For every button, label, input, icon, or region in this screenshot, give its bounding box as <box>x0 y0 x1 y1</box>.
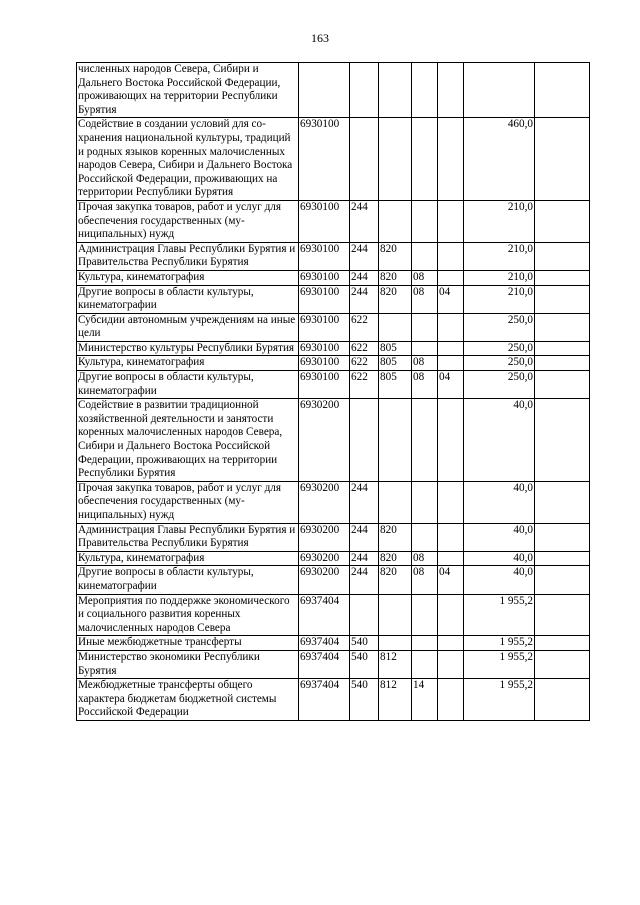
row-administrator-code <box>379 63 412 118</box>
row-section <box>412 636 438 651</box>
row-section <box>412 594 438 636</box>
row-amount: 250,0 <box>464 371 535 399</box>
row-description: Министерство культуры Республики Бурятия <box>77 341 299 356</box>
row-expense-type: 540 <box>350 650 379 678</box>
row-target-article: 6930100 <box>299 341 350 356</box>
row-expense-type <box>350 118 379 201</box>
budget-table <box>76 62 590 721</box>
row-subsection <box>438 242 464 270</box>
table-row <box>77 636 590 651</box>
row-section: 14 <box>412 679 438 721</box>
row-extra <box>535 523 590 551</box>
row-amount: 1 955,2 <box>464 636 535 651</box>
row-extra <box>535 371 590 399</box>
row-description: Министерство экономики Республики Бурятия <box>77 650 299 678</box>
row-administrator-code: 805 <box>379 371 412 399</box>
row-section <box>412 118 438 201</box>
row-amount: 210,0 <box>464 200 535 242</box>
table-row <box>77 270 590 285</box>
table-row <box>77 399 590 482</box>
row-administrator-code <box>379 481 412 523</box>
row-expense-type: 244 <box>350 270 379 285</box>
table-row <box>77 481 590 523</box>
row-extra <box>535 313 590 341</box>
row-amount: 1 955,2 <box>464 679 535 721</box>
row-extra <box>535 200 590 242</box>
row-description: численных народов Севера, Сибири и Дальнего Востока Российской Федерации, проживающих на территории Республики Бурятия <box>77 63 299 118</box>
row-expense-type: 244 <box>350 285 379 313</box>
row-target-article: 6930100 <box>299 200 350 242</box>
row-target-article: 6930100 <box>299 313 350 341</box>
row-description: Культура, кинематография <box>77 551 299 566</box>
row-extra <box>535 118 590 201</box>
table-row <box>77 200 590 242</box>
row-subsection <box>438 551 464 566</box>
row-amount: 250,0 <box>464 313 535 341</box>
row-description: Содействие в создании условий для сохранения национальной культуры, традиций и родных языков коренных малочисленных народов Севера, Сибири и Дальнего Востока Российской Федерации, проживающих на территории Республики Бурятия <box>77 118 299 201</box>
row-extra <box>535 594 590 636</box>
row-administrator-code: 820 <box>379 285 412 313</box>
row-subsection <box>438 270 464 285</box>
row-expense-type <box>350 594 379 636</box>
row-section: 08 <box>412 551 438 566</box>
row-expense-type: 244 <box>350 481 379 523</box>
row-description: Содействие в развитии традиционной хозяйственной деятельности и занятости коренных малочисленных народов Севера, Сибири и Дальнего Востока Российской Федерации, проживающих на территории Республики Бурятия <box>77 399 299 482</box>
table-row <box>77 371 590 399</box>
table-row <box>77 551 590 566</box>
row-amount: 210,0 <box>464 242 535 270</box>
row-amount: 40,0 <box>464 399 535 482</box>
table-row <box>77 313 590 341</box>
row-extra <box>535 636 590 651</box>
row-subsection <box>438 650 464 678</box>
row-amount: 210,0 <box>464 270 535 285</box>
row-section: 08 <box>412 566 438 594</box>
row-description: Межбюджетные трансферты общего характера бюджетам бюджетной системы Российской Федерации <box>77 679 299 721</box>
row-target-article: 6930100 <box>299 356 350 371</box>
row-extra <box>535 399 590 482</box>
table-row <box>77 594 590 636</box>
row-expense-type: 244 <box>350 566 379 594</box>
row-target-article: 6930200 <box>299 566 350 594</box>
row-section: 08 <box>412 371 438 399</box>
row-description: Мероприятия по поддержке экономического и социального развития коренных малочисленных народов Севера <box>77 594 299 636</box>
row-administrator-code <box>379 313 412 341</box>
row-section <box>412 481 438 523</box>
row-target-article: 6930200 <box>299 551 350 566</box>
row-expense-type: 244 <box>350 200 379 242</box>
row-target-article: 6937404 <box>299 594 350 636</box>
table-row <box>77 242 590 270</box>
table-row <box>77 566 590 594</box>
row-target-article: 6930200 <box>299 481 350 523</box>
table-row <box>77 356 590 371</box>
row-section <box>412 313 438 341</box>
row-administrator-code: 820 <box>379 551 412 566</box>
row-subsection <box>438 200 464 242</box>
row-subsection <box>438 399 464 482</box>
row-administrator-code <box>379 200 412 242</box>
row-subsection: 04 <box>438 371 464 399</box>
row-target-article: 6930200 <box>299 523 350 551</box>
row-subsection: 04 <box>438 285 464 313</box>
page-number: 163 <box>311 31 329 45</box>
row-extra <box>535 356 590 371</box>
row-extra <box>535 566 590 594</box>
row-target-article: 6930100 <box>299 242 350 270</box>
row-expense-type: 622 <box>350 341 379 356</box>
row-subsection: 04 <box>438 566 464 594</box>
table-row <box>77 285 590 313</box>
row-extra <box>535 242 590 270</box>
row-amount: 40,0 <box>464 551 535 566</box>
row-expense-type: 622 <box>350 371 379 399</box>
row-administrator-code: 820 <box>379 566 412 594</box>
row-subsection <box>438 63 464 118</box>
row-extra <box>535 650 590 678</box>
row-amount: 40,0 <box>464 523 535 551</box>
row-section <box>412 341 438 356</box>
row-description: Администрация Главы Республики Бурятия и Правительства Республики Бурятия <box>77 523 299 551</box>
row-subsection <box>438 594 464 636</box>
row-expense-type: 540 <box>350 636 379 651</box>
row-target-article: 6937404 <box>299 636 350 651</box>
row-administrator-code <box>379 636 412 651</box>
row-description: Культура, кинематография <box>77 270 299 285</box>
row-amount: 40,0 <box>464 481 535 523</box>
row-expense-type: 244 <box>350 551 379 566</box>
row-section: 08 <box>412 270 438 285</box>
row-extra <box>535 285 590 313</box>
row-target-article: 6930100 <box>299 118 350 201</box>
row-amount <box>464 63 535 118</box>
row-subsection <box>438 481 464 523</box>
row-description: Прочая закупка товаров, работ и услуг для обеспечения государственных (муниципальных) нужд <box>77 481 299 523</box>
row-expense-type <box>350 399 379 482</box>
table-row <box>77 650 590 678</box>
row-target-article: 6937404 <box>299 679 350 721</box>
row-administrator-code <box>379 594 412 636</box>
table-row <box>77 341 590 356</box>
row-description: Культура, кинематография <box>77 356 299 371</box>
row-administrator-code: 820 <box>379 242 412 270</box>
row-expense-type: 622 <box>350 313 379 341</box>
row-target-article: 6937404 <box>299 650 350 678</box>
table-row <box>77 679 590 721</box>
row-subsection <box>438 118 464 201</box>
row-expense-type: 244 <box>350 242 379 270</box>
row-description: Другие вопросы в области культуры, кинематографии <box>77 566 299 594</box>
row-extra <box>535 551 590 566</box>
table-row <box>77 523 590 551</box>
row-description: Иные межбюджетные трансферты <box>77 636 299 651</box>
row-amount: 1 955,2 <box>464 650 535 678</box>
row-description: Администрация Главы Республики Бурятия и Правительства Республики Бурятия <box>77 242 299 270</box>
row-section <box>412 650 438 678</box>
row-subsection <box>438 341 464 356</box>
row-description: Прочая закупка товаров, работ и услуг для обеспечения государственных (муниципальных) нужд <box>77 200 299 242</box>
row-extra <box>535 481 590 523</box>
row-amount: 250,0 <box>464 356 535 371</box>
row-target-article: 6930100 <box>299 270 350 285</box>
row-subsection <box>438 356 464 371</box>
row-amount: 40,0 <box>464 566 535 594</box>
row-administrator-code: 820 <box>379 270 412 285</box>
row-section: 08 <box>412 356 438 371</box>
row-amount: 1 955,2 <box>464 594 535 636</box>
row-extra <box>535 679 590 721</box>
row-description: Другие вопросы в области культуры, кинематографии <box>77 371 299 399</box>
row-section <box>412 399 438 482</box>
row-administrator-code <box>379 118 412 201</box>
row-extra <box>535 270 590 285</box>
row-target-article: 6930100 <box>299 285 350 313</box>
row-target-article: 6930100 <box>299 371 350 399</box>
row-target-article <box>299 63 350 118</box>
row-subsection <box>438 523 464 551</box>
budget-table-body <box>77 63 590 721</box>
row-administrator-code <box>379 399 412 482</box>
table-row <box>77 63 590 118</box>
row-administrator-code: 820 <box>379 523 412 551</box>
row-amount: 460,0 <box>464 118 535 201</box>
row-administrator-code: 812 <box>379 679 412 721</box>
row-section <box>412 200 438 242</box>
row-administrator-code: 805 <box>379 341 412 356</box>
row-amount: 250,0 <box>464 341 535 356</box>
row-subsection <box>438 313 464 341</box>
row-expense-type <box>350 63 379 118</box>
row-section: 08 <box>412 285 438 313</box>
row-section <box>412 242 438 270</box>
row-subsection <box>438 636 464 651</box>
row-extra <box>535 63 590 118</box>
row-administrator-code: 812 <box>379 650 412 678</box>
row-expense-type: 244 <box>350 523 379 551</box>
row-subsection <box>438 679 464 721</box>
row-expense-type: 540 <box>350 679 379 721</box>
row-extra <box>535 341 590 356</box>
row-amount: 210,0 <box>464 285 535 313</box>
row-section <box>412 63 438 118</box>
row-administrator-code: 805 <box>379 356 412 371</box>
row-description: Субсидии автономным учреждениям на иные цели <box>77 313 299 341</box>
row-description: Другие вопросы в области культуры, кинематографии <box>77 285 299 313</box>
row-section <box>412 523 438 551</box>
table-row <box>77 118 590 201</box>
row-target-article: 6930200 <box>299 399 350 482</box>
row-expense-type: 622 <box>350 356 379 371</box>
